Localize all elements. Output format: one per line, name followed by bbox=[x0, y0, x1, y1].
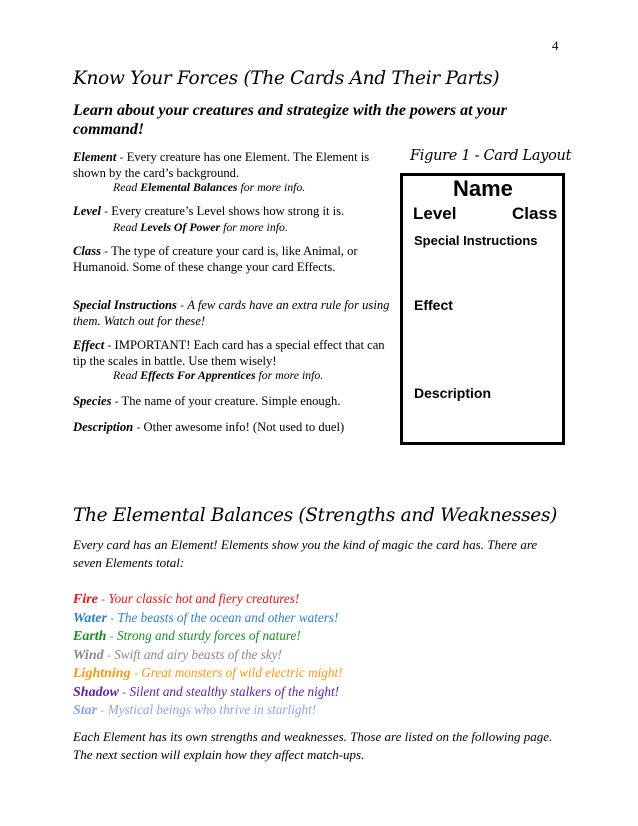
term-label: Level bbox=[73, 204, 101, 218]
item-level bbox=[73, 204, 398, 234]
element-name: Earth bbox=[73, 629, 107, 644]
card-class-label: Class bbox=[512, 204, 558, 223]
term-dash: - bbox=[104, 205, 109, 218]
term-text: The name of your creature. Simple enough. bbox=[121, 394, 341, 408]
element-name: Lightning bbox=[73, 666, 131, 681]
card-special-label: Special Instructions bbox=[414, 233, 538, 248]
element-dash: - bbox=[101, 593, 106, 606]
read-more: Read Elemental Balances for more info. bbox=[113, 180, 306, 195]
card-effect-label: Effect bbox=[414, 297, 453, 313]
term-label: Special Instructions bbox=[73, 298, 177, 312]
element-desc: Silent and stealthy stalkers of the night! bbox=[129, 683, 340, 699]
term-dash: - bbox=[114, 395, 119, 408]
element-dash: - bbox=[100, 704, 105, 717]
element-name: Star bbox=[73, 703, 98, 718]
term-label: Element bbox=[73, 150, 117, 164]
term-text: IMPORTANT! Each card has a special effect that can tip the scales in battle. Use them wisely! bbox=[73, 338, 385, 368]
element-desc: The beasts of the ocean and other waters! bbox=[117, 609, 339, 625]
term-text: Every creature has one Element. The Element is shown by the card’s background. bbox=[73, 150, 370, 180]
read-more: Read Effects For Apprentices for more info. bbox=[113, 368, 324, 383]
elements-outro: Each Element has its own strengths and weaknesses. Those are listed on the following page. The next section will explain how they affect match-ups. bbox=[73, 729, 553, 762]
element-dash: - bbox=[133, 667, 138, 680]
element-desc: Strong and sturdy forces of nature! bbox=[117, 628, 301, 643]
element-dash: - bbox=[110, 611, 115, 625]
item-class bbox=[73, 244, 398, 274]
section-subtitle: Learn about your creatures and strategize with the powers at your command! bbox=[73, 102, 507, 138]
element-desc: Swift and airy beasts of the sky! bbox=[114, 646, 282, 662]
card-description-label: Description bbox=[414, 385, 492, 401]
element-name: Fire bbox=[73, 592, 98, 607]
card-name-label: Name bbox=[453, 176, 513, 201]
term-label: Class bbox=[73, 244, 101, 258]
term-text: A few cards have an extra rule for using them. Watch out for these! bbox=[73, 298, 390, 328]
section-title-balances: The Elemental Balances (Strengths and Weaknesses) bbox=[73, 505, 558, 526]
item-effect bbox=[73, 338, 398, 383]
element-row-star bbox=[73, 701, 343, 720]
element-row-earth bbox=[73, 627, 343, 646]
element-name: Wind bbox=[73, 647, 104, 663]
element-row-lightning bbox=[73, 664, 343, 683]
read-more: Read Levels Of Power for more info. bbox=[113, 219, 288, 234]
element-row-wind bbox=[73, 646, 343, 665]
element-list bbox=[73, 590, 343, 720]
term-text: Every creature’s Level shows how strong it is. bbox=[111, 204, 345, 218]
term-label: Effect bbox=[73, 338, 105, 352]
term-dash: - bbox=[136, 421, 141, 434]
term-dash: - bbox=[107, 339, 112, 352]
element-name: Water bbox=[73, 610, 107, 626]
element-dash: - bbox=[109, 630, 114, 643]
term-text: The type of creature your card is, like Animal, or Humanoid. Some of these change your card Effects. bbox=[73, 244, 358, 274]
element-desc: Mystical beings who thrive in starlight! bbox=[107, 702, 317, 717]
term-label: Description bbox=[73, 420, 134, 434]
term-dash: - bbox=[119, 151, 124, 164]
section-title-forces: Know Your Forces (The Cards And Their Parts) bbox=[73, 68, 500, 89]
element-desc: Great monsters of wild electric might! bbox=[141, 665, 343, 680]
term-dash: - bbox=[104, 245, 109, 258]
element-name: Shadow bbox=[73, 684, 119, 700]
item-description bbox=[73, 420, 398, 436]
element-row-water bbox=[73, 609, 343, 628]
item-element bbox=[73, 150, 398, 195]
term-dash: - bbox=[180, 299, 185, 312]
page-number: 4 bbox=[552, 38, 559, 53]
term-text: Other awesome info! (Not used to duel) bbox=[143, 420, 345, 434]
card-level-label: Level bbox=[413, 204, 457, 223]
item-special-instructions bbox=[73, 298, 398, 328]
element-row-shadow bbox=[73, 683, 343, 702]
item-species bbox=[73, 394, 398, 410]
elements-intro: Every card has an Element! Elements show you the kind of magic the card has. There are seven Elements total: bbox=[73, 537, 538, 570]
term-label: Species bbox=[73, 394, 112, 408]
figure-title: Figure 1 - Card Layout bbox=[410, 148, 572, 164]
element-row-fire bbox=[73, 590, 343, 609]
element-desc: Your classic hot and fiery creatures! bbox=[108, 591, 300, 606]
element-dash: - bbox=[106, 648, 111, 662]
element-dash: - bbox=[122, 685, 127, 699]
card-layout-figure bbox=[400, 173, 565, 445]
